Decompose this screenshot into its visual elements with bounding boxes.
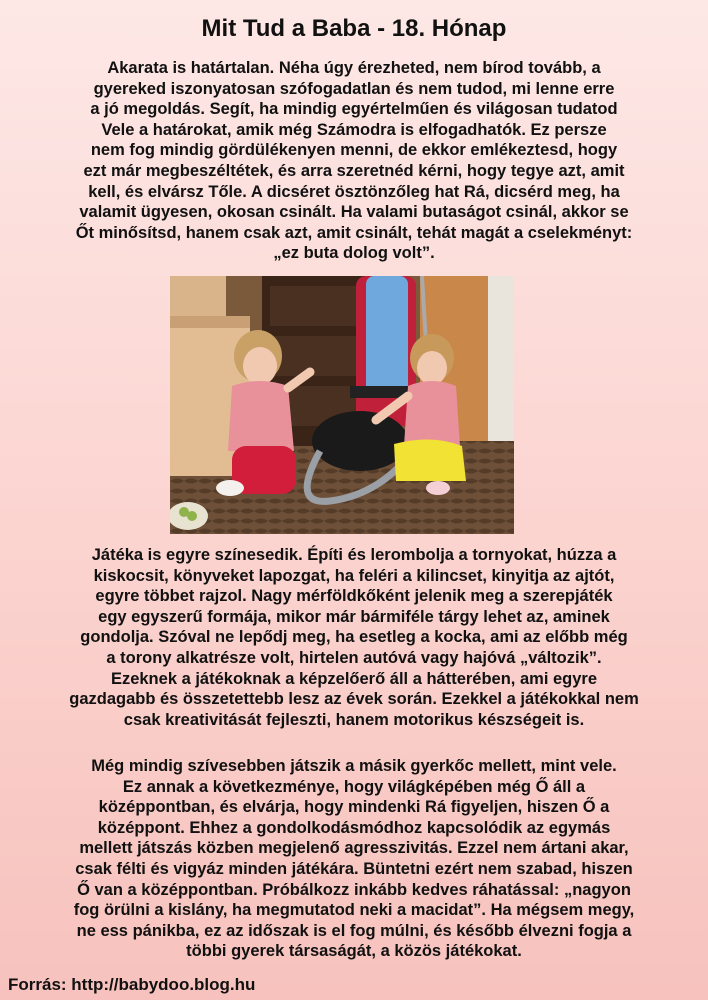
text-line: Őt minősítsd, hanem csak azt, amit csinált, tehát magát a cselekményt: [75,223,633,242]
paragraph-1 [8,58,700,264]
text-line: ne ess pánikba, ez az időszak is el fog múlni, és később élvezni fogja a [76,921,632,940]
text-line: gondolja. Szóval ne lepődj meg, ha esetleg a kocka, ami az előbb még [80,628,628,647]
text-line: kell, és elvársz Tőle. A dicséret ösztönzőleg hat Rá, dicsérd meg, ha [88,182,620,201]
photo-illustration [170,276,514,534]
text-line: valamit ügyesen, okosan csinált. Ha valami butaságot csinál, akkor se [79,203,629,222]
text-line: egy egyszerű formája, mikor már bármiféle tárgy lehet az, aminek [98,607,610,626]
text-line: Még mindig szívesebben játszik a másik gyerkőc mellett, mint vele. [91,757,617,775]
source-credit: Forrás: http://babydoo.blog.hu [8,975,256,994]
text-line: Akarata is határtalan. Néha úgy érezheted, nem bírod tovább, a [107,59,601,77]
text-line: ezt már megbeszéltétek, és arra szeretnéd kérni, hogy tegye azt, amit [83,161,625,180]
text-line: a torony alkatrésze volt, hirtelen autóvá vagy hajóvá „változik”. [106,648,602,667]
text-line: Ezeknek a játékoknak a képzelőerő áll a hátterében, ami egyre [110,669,598,688]
text-line: többi gyerek társaságát, a közös játékokat. [186,942,522,961]
text-line: mellett játszás közben megjelenő agresszivitás. Ezzel nem ártani akar, [79,839,629,858]
text-line: nem fog mindig gördülékenyen menni, de ekkor emlékeztesd, hogy [90,141,618,160]
text-line: csak kreativitását fejleszti, hanem motorikus készségeit is. [123,710,585,729]
text-line: „ez buta dolog volt”. [273,244,435,263]
text-line: középpontban, és elvárja, hogy mindenki Rá figyeljen, hiszen Ő a [98,798,610,817]
text-line: gazdagabb és összetettebb lesz az évek során. Ezekkel a játékokkal nem [69,690,639,709]
text-line: Játéka is egyre színesedik. Építi és lerombolja a tornyokat, húzza a [91,546,617,564]
page-title: Mit Tud a Baba - 18. Hónap [201,15,507,42]
text-line: a jó megoldás. Segít, ha mindig egyértelműen és világosan tudatod [90,100,618,119]
text-line: fog örülni a kislány, ha megmutatod neki a macidat”. Ha mégsem megy, [73,901,635,920]
paragraph-3 [8,756,700,962]
text-line: Ő van a középpontban. Próbálkozz inkább kedves ráhatással: „nagyon [77,880,631,899]
photo-twin-toddlers [170,276,514,534]
text-line: egyre többet rajzol. Nagy mérföldkőként jelenik meg a szerepjáték [95,587,613,606]
text-line: kiskocsit, könyveket lapozgat, ha feléri a kilincset, kinyitja az ajtót, [93,566,615,585]
text-line: Vele a határokat, amik még Számodra is elfogadhatók. Ez persze [101,120,607,139]
text-line: gyereked iszonyatosan szófogadatlan és nem tudod, mi lenne erre [93,79,615,98]
text-line: Ez annak a következménye, hogy világképében még Ő áll a [122,777,586,796]
text-line: középpont. Ehhez a gondolkodásmódhoz kapcsolódik az egymás [97,818,611,837]
text-line: csak félti és vigyáz minden játékára. Büntetni ezért nem szabad, hiszen [75,859,633,878]
paragraph-2 [8,545,700,730]
